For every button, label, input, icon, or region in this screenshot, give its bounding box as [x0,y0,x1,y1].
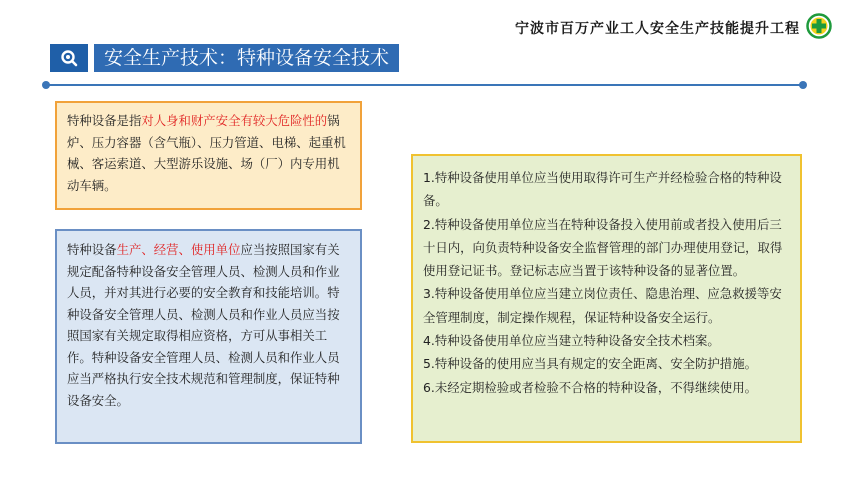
search-icon [60,49,78,67]
rule-item: 1.特种设备使用单位应当使用取得许可生产并经检验合格的特种设备。 [423,170,782,209]
definition-suffix: 锅炉、压力容器（含气瓶）、压力管道、电梯、起重机械、客运索道、大型游乐设施、场（厂）内专用机动车辆。 [67,113,346,193]
green-cross-safety-icon [806,13,832,39]
obligation-suffix: 应当按照国家有关规定配备特种设备安全管理人员、检测人员和作业人员，并对其进行必要的安全教育和技能培训。特种设备安全管理人员、检测人员和作业人员应当按照国家有关规定取得相应资格，方可从事相关工作。特种设备安全管理人员、检测人员和作业人员应当严格执行安全技术规范和管理制度，保证特种设备安全。 [67,242,340,408]
obligation-text [67,239,350,411]
obligation-prefix: 特种设备 [67,242,117,257]
search-badge [50,44,88,72]
rule-item: 4.特种设备使用单位应当建立特种设备安全技术档案。 [423,333,720,349]
divider-dot-left [42,81,50,89]
header-divider [45,84,803,86]
page-title: 安全生产技术：特种设备安全技术 [94,44,399,72]
definition-box [55,101,362,210]
obligation-highlight: 生产、经营、使用单位 [116,242,241,257]
rule-item: 2.特种设备使用单位应当在特种设备投入使用前或者投入使用后三十日内，向负责特种设备安全监督管理的部门办理使用登记，取得使用登记证书。登记标志应当置于该特种设备的显著位置。 [423,216,783,279]
divider-dot-right [799,81,807,89]
obligation-box [55,229,362,444]
section-header [50,44,399,72]
definition-prefix: 特种设备是指 [67,113,142,128]
rule-item: 6.未经定期检验或者检验不合格的特种设备，不得继续使用。 [423,379,757,395]
org-title: 宁波市百万产业工人安全生产技能提升工程 [515,21,800,37]
definition-highlight: 对人身和财产安全有较大危险性的 [141,113,328,128]
rules-box [411,154,802,443]
rule-item: 5.特种设备的使用应当具有规定的安全距离、安全防护措施。 [423,356,757,372]
definition-text [67,110,350,196]
rule-item: 3.特种设备使用单位应当建立岗位责任、隐患治理、应急救援等安全管理制度，制定操作规程，保证特种设备安全运行。 [423,286,782,325]
